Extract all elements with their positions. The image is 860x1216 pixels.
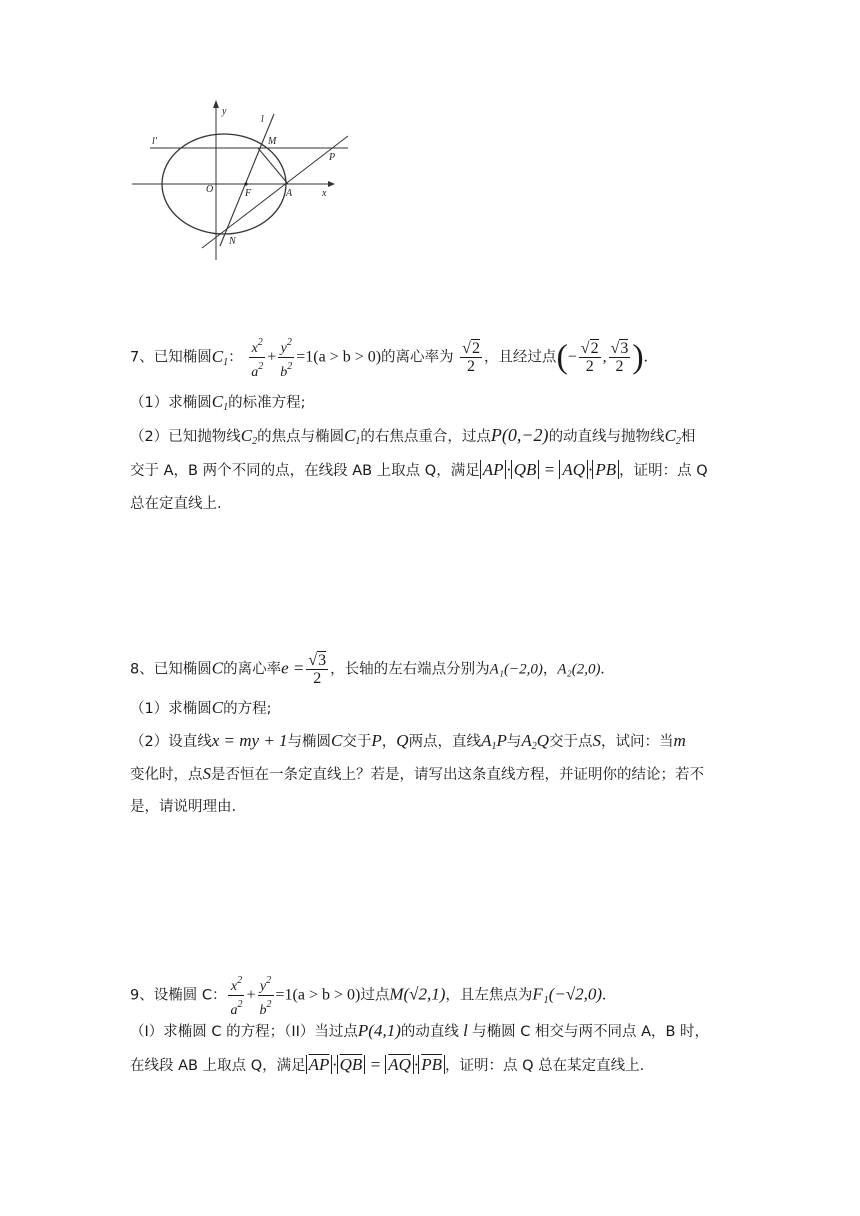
label-l-prime: l' xyxy=(152,136,157,147)
label-m: M xyxy=(268,136,277,147)
q9-part2: 在线段 AB 上取点 Q，满足 $\overline{AP} \cdot \overline{QB} = \overline{AQ} \cdot \overline{PB}$ ，证明：点 Q 总在某定直线上. xyxy=(130,1055,645,1074)
q7-part2-line2: 交于 A，B 两个不同的点，在线段 AB 上取点 Q，满足 AP · QB = AQ · PB ，证明：点 Q xyxy=(130,460,708,479)
label-y: y xyxy=(222,106,227,117)
label-a: A xyxy=(286,188,293,199)
q7-part1: （1）求椭圆$C_1$的标准方程; xyxy=(130,392,306,413)
q8-part2-line3: 是，请说明理由. xyxy=(130,799,237,815)
ellipse-figure xyxy=(128,98,358,264)
q8-part1: （1）求椭圆C的方程; xyxy=(130,698,272,717)
q8-line1: 8、已知椭圆C的离心率e = $\frac{√3}{2}$ ，长轴的左右端点分别为A₁(−2,0)，A₂(2,0). xyxy=(130,652,605,687)
x-axis-arrow xyxy=(328,181,335,187)
label-l: l xyxy=(261,114,264,125)
label-p: P xyxy=(329,152,336,163)
label-x: x xyxy=(322,188,327,199)
q8-part2-line2: 变化时，点S是否恒在一条定直线上？若是，请写出这条直线方程，并证明你的结论；若不 xyxy=(130,764,704,783)
q7-part2: （2）已知抛物线$C_2$的焦点与椭圆$C_1$的右焦点重合，过点P(0,−2)的动直线与抛物线$C_2$相 xyxy=(130,425,696,447)
q9-part1: （I）求椭圆 C 的方程；（II）当过点P(4,1)的动直线 l 与椭圆 C 相交与两不同点 A，B 时， xyxy=(130,1021,710,1040)
label-o: O xyxy=(206,184,214,195)
y-axis-arrow xyxy=(213,100,219,108)
label-n: N xyxy=(229,236,236,247)
q7-part2-line3: 总在定直线上. xyxy=(130,496,222,512)
q8-part2: （2）设直线x = my + 1与椭圆C交于P，Q两点，直线$A_1P$与$A_2Q$交于点S，试问：当m xyxy=(130,731,686,752)
label-f: F xyxy=(245,188,252,199)
q7-line1: 7、已知椭圆$C_1$： $\frac{x^2}{a^2}$ + $\frac{y^2}{b^2}$ =1(a > b > 0)的离心率为 $\frac{√2}{2}$ ，且经过点(− $\frac{√2}{2}$ , $\frac{√3}{2}$ ). xyxy=(130,334,648,381)
q9-line1: 9、设椭圆 C： $\frac{x^2}{a^2}$ + $\frac{y^2}{b^2}$ =1(a > b > 0)过点M(√2,1)，且左焦点为F₁(−√2,0). xyxy=(130,972,606,1019)
